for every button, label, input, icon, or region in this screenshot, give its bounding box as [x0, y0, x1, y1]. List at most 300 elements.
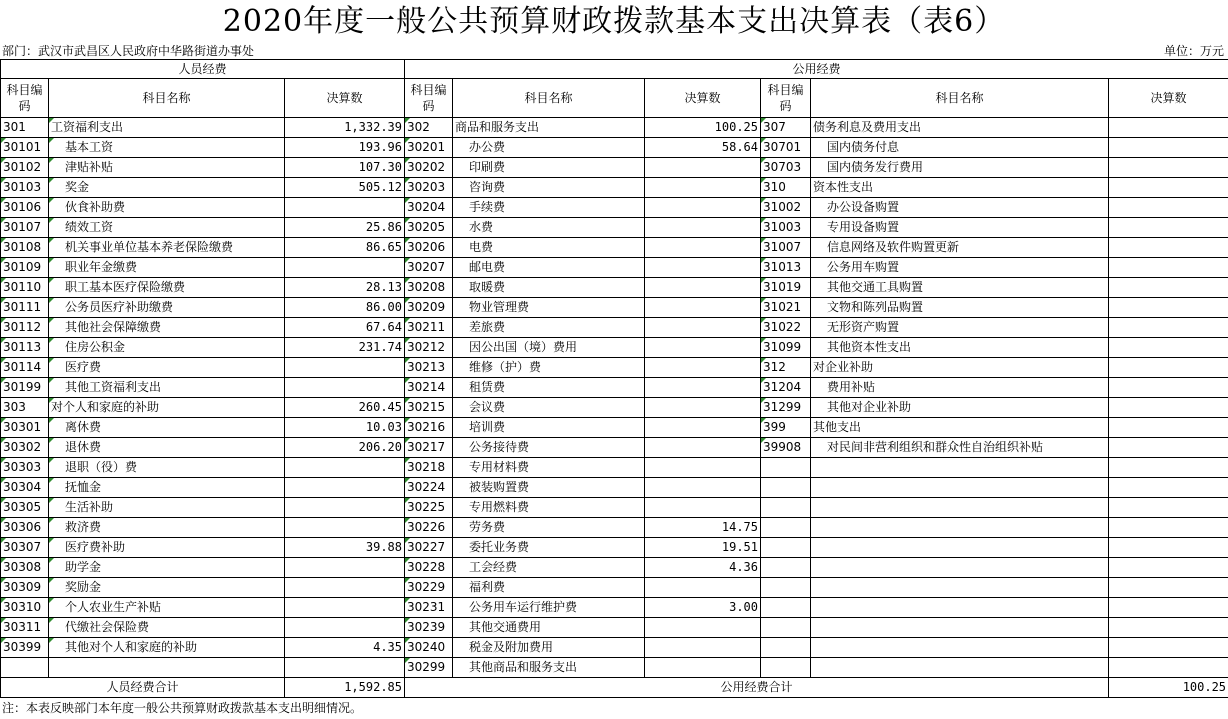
cell-amount — [1109, 218, 1228, 238]
cell-code: 30301 — [1, 418, 49, 438]
cell-amount: 19.51 — [645, 538, 761, 558]
cell-code: 30304 — [1, 478, 49, 498]
cell-name: 专用燃料费 — [453, 498, 645, 518]
cell-amount — [645, 398, 761, 418]
cell-code: 30231 — [405, 598, 453, 618]
cell-amount — [285, 378, 405, 398]
cell-name: 商品和服务支出 — [453, 118, 645, 138]
table-row — [1, 658, 1228, 678]
cell-name: 奖金 — [49, 178, 285, 198]
cell-amount — [1109, 558, 1228, 578]
cell-code — [761, 538, 811, 558]
cell-code: 30201 — [405, 138, 453, 158]
cell-code: 30703 — [761, 158, 811, 178]
cell-code: 30399 — [1, 638, 49, 658]
cell-amount — [1109, 138, 1228, 158]
table-row — [1, 558, 1228, 578]
cell-code: 399 — [761, 418, 811, 438]
cell-code: 312 — [761, 358, 811, 378]
cell-name: 其他社会保障缴费 — [49, 318, 285, 338]
cell-amount: 86.65 — [285, 238, 405, 258]
cell-name: 对个人和家庭的补助 — [49, 398, 285, 418]
cell-name: 水费 — [453, 218, 645, 238]
cell-name — [811, 578, 1109, 598]
cell-amount — [285, 498, 405, 518]
cell-code: 30207 — [405, 258, 453, 278]
cell-amount — [1109, 318, 1228, 338]
cell-name: 代缴社会保险费 — [49, 618, 285, 638]
cell-name: 公务用车购置 — [811, 258, 1109, 278]
cell-name: 公务用车运行维护费 — [453, 598, 645, 618]
cell-name: 公务接待费 — [453, 438, 645, 458]
cell-name: 培训费 — [453, 418, 645, 438]
cell-code: 30211 — [405, 318, 453, 338]
cell-code: 30202 — [405, 158, 453, 178]
cell-code: 301 — [1, 118, 49, 138]
col-header-name: 科目名称 — [49, 79, 285, 118]
cell-name: 租赁费 — [453, 378, 645, 398]
table-row — [1, 318, 1228, 338]
cell-code: 30224 — [405, 478, 453, 498]
cell-code: 30106 — [1, 198, 49, 218]
cell-amount — [645, 198, 761, 218]
cell-name — [811, 638, 1109, 658]
cell-name: 电费 — [453, 238, 645, 258]
col-header-amount: 决算数 — [285, 79, 405, 118]
cell-amount — [645, 358, 761, 378]
cell-code: 30107 — [1, 218, 49, 238]
cell-amount — [1109, 238, 1228, 258]
cell-code: 31007 — [761, 238, 811, 258]
cell-amount: 14.75 — [645, 518, 761, 538]
cell-amount: 58.64 — [645, 138, 761, 158]
cell-amount — [645, 418, 761, 438]
cell-amount — [285, 558, 405, 578]
cell-amount — [1109, 518, 1228, 538]
public-total-value: 100.25 — [1109, 678, 1228, 698]
cell-amount — [1109, 398, 1228, 418]
cell-name: 专用材料费 — [453, 458, 645, 478]
cell-name: 基本工资 — [49, 138, 285, 158]
cell-name: 其他对企业补助 — [811, 398, 1109, 418]
cell-name: 劳务费 — [453, 518, 645, 538]
cell-amount — [1109, 538, 1228, 558]
cell-code: 30218 — [405, 458, 453, 478]
cell-name: 救济费 — [49, 518, 285, 538]
cell-name: 委托业务费 — [453, 538, 645, 558]
cell-name — [811, 498, 1109, 518]
cell-amount — [645, 638, 761, 658]
table-row — [1, 478, 1228, 498]
cell-amount — [285, 258, 405, 278]
cell-amount — [645, 498, 761, 518]
cell-name: 手续费 — [453, 198, 645, 218]
cell-amount: 260.45 — [285, 398, 405, 418]
cell-name: 离休费 — [49, 418, 285, 438]
cell-name: 无形资产购置 — [811, 318, 1109, 338]
table-row — [1, 398, 1228, 418]
cell-code: 30213 — [405, 358, 453, 378]
cell-code: 30306 — [1, 518, 49, 538]
cell-name: 机关事业单位基本养老保险缴费 — [49, 238, 285, 258]
cell-amount — [645, 158, 761, 178]
table-row — [1, 418, 1228, 438]
cell-amount — [285, 578, 405, 598]
cell-amount — [1109, 358, 1228, 378]
cell-code: 30228 — [405, 558, 453, 578]
cell-amount: 67.64 — [285, 318, 405, 338]
cell-amount — [645, 478, 761, 498]
cell-name: 被装购置费 — [453, 478, 645, 498]
table-row — [1, 598, 1228, 618]
table-row — [1, 238, 1228, 258]
cell-code: 30311 — [1, 618, 49, 638]
cell-name: 税金及附加费用 — [453, 638, 645, 658]
cell-code: 30214 — [405, 378, 453, 398]
table-row — [1, 438, 1228, 458]
table-row — [1, 218, 1228, 238]
table-row — [1, 138, 1228, 158]
cell-amount — [1109, 178, 1228, 198]
cell-name: 退职（役）费 — [49, 458, 285, 478]
cell-code — [761, 598, 811, 618]
cell-code: 30308 — [1, 558, 49, 578]
cell-code: 30209 — [405, 298, 453, 318]
report-title: 2020年度一般公共预算财政拨款基本支出决算表（表6） — [222, 4, 1006, 39]
personnel-header: 人员经费 — [1, 60, 405, 79]
table-row — [1, 298, 1228, 318]
cell-amount — [645, 298, 761, 318]
cell-code: 30109 — [1, 258, 49, 278]
cell-code: 30203 — [405, 178, 453, 198]
cell-code: 31021 — [761, 298, 811, 318]
cell-amount — [1109, 618, 1228, 638]
cell-name: 工资福利支出 — [49, 118, 285, 138]
cell-code: 30101 — [1, 138, 49, 158]
cell-name — [811, 538, 1109, 558]
cell-code: 31019 — [761, 278, 811, 298]
cell-amount — [1109, 498, 1228, 518]
cell-code: 30305 — [1, 498, 49, 518]
cell-code: 30205 — [405, 218, 453, 238]
cell-amount — [645, 278, 761, 298]
cell-amount: 39.88 — [285, 538, 405, 558]
table-row — [1, 638, 1228, 658]
cell-code: 30239 — [405, 618, 453, 638]
cell-amount — [645, 578, 761, 598]
cell-amount: 3.00 — [645, 598, 761, 618]
table-row — [1, 618, 1228, 638]
cell-amount — [1109, 298, 1228, 318]
cell-name: 抚恤金 — [49, 478, 285, 498]
cell-code — [761, 658, 811, 678]
cell-name — [811, 558, 1109, 578]
expenditure-table — [0, 59, 1228, 698]
cell-code: 30303 — [1, 458, 49, 478]
cell-code: 30108 — [1, 238, 49, 258]
cell-code: 30212 — [405, 338, 453, 358]
cell-amount — [1109, 378, 1228, 398]
cell-name: 其他商品和服务支出 — [453, 658, 645, 678]
table-row — [1, 198, 1228, 218]
col-header-name: 科目名称 — [811, 79, 1109, 118]
cell-name: 住房公积金 — [49, 338, 285, 358]
col-header-code: 科目编码 — [1, 79, 49, 118]
cell-code — [761, 618, 811, 638]
cell-code: 31204 — [761, 378, 811, 398]
cell-code: 30240 — [405, 638, 453, 658]
cell-name: 生活补助 — [49, 498, 285, 518]
cell-name: 邮电费 — [453, 258, 645, 278]
cell-name: 咨询费 — [453, 178, 645, 198]
cell-amount — [1109, 258, 1228, 278]
cell-name: 印刷费 — [453, 158, 645, 178]
cell-amount — [1109, 278, 1228, 298]
cell-amount: 231.74 — [285, 338, 405, 358]
cell-name: 取暖费 — [453, 278, 645, 298]
cell-code: 30302 — [1, 438, 49, 458]
cell-amount: 1,332.39 — [285, 118, 405, 138]
cell-code: 303 — [1, 398, 49, 418]
cell-name: 物业管理费 — [453, 298, 645, 318]
cell-code: 31003 — [761, 218, 811, 238]
cell-name: 助学金 — [49, 558, 285, 578]
cell-amount — [1109, 198, 1228, 218]
cell-code — [761, 558, 811, 578]
cell-amount — [1109, 338, 1228, 358]
cell-code: 30225 — [405, 498, 453, 518]
cell-name: 因公出国（境）费用 — [453, 338, 645, 358]
department-label: 部门：武汉市武昌区人民政府中华路街道办事处 — [2, 44, 255, 58]
table-row — [1, 578, 1228, 598]
cell-code: 310 — [761, 178, 811, 198]
cell-code — [761, 578, 811, 598]
public-total-label: 公用经费合计 — [405, 678, 1109, 698]
cell-amount — [645, 438, 761, 458]
cell-amount — [645, 378, 761, 398]
cell-amount — [1109, 118, 1228, 138]
cell-name: 其他工资福利支出 — [49, 378, 285, 398]
cell-code — [761, 458, 811, 478]
cell-name: 职工基本医疗保险缴费 — [49, 278, 285, 298]
cell-code: 31099 — [761, 338, 811, 358]
table-row — [1, 378, 1228, 398]
cell-amount — [285, 518, 405, 538]
cell-name: 工会经费 — [453, 558, 645, 578]
cell-name: 费用补贴 — [811, 378, 1109, 398]
cell-amount — [1109, 418, 1228, 438]
cell-name: 伙食补助费 — [49, 198, 285, 218]
cell-code: 30112 — [1, 318, 49, 338]
cell-amount — [645, 618, 761, 638]
table-row — [1, 118, 1228, 138]
cell-code: 30227 — [405, 538, 453, 558]
cell-amount: 206.20 — [285, 438, 405, 458]
cell-code: 30103 — [1, 178, 49, 198]
cell-amount: 25.86 — [285, 218, 405, 238]
cell-amount: 4.36 — [645, 558, 761, 578]
col-header-amount: 决算数 — [645, 79, 761, 118]
cell-name: 信息网络及软件购置更新 — [811, 238, 1109, 258]
table-row — [1, 278, 1228, 298]
cell-amount — [285, 198, 405, 218]
cell-name: 对企业补助 — [811, 358, 1109, 378]
cell-amount: 100.25 — [645, 118, 761, 138]
table-row — [1, 498, 1228, 518]
cell-amount — [285, 358, 405, 378]
table-row — [1, 518, 1228, 538]
footnote: 注：本表反映部门本年度一般公共预算财政拨款基本支出明细情况。 — [2, 701, 363, 715]
cell-code: 30114 — [1, 358, 49, 378]
cell-amount — [1109, 598, 1228, 618]
cell-name: 差旅费 — [453, 318, 645, 338]
cell-code: 30701 — [761, 138, 811, 158]
cell-name — [811, 518, 1109, 538]
cell-name: 公务员医疗补助缴费 — [49, 298, 285, 318]
cell-name: 国内债务发行费用 — [811, 158, 1109, 178]
cell-name — [811, 598, 1109, 618]
table-row — [1, 458, 1228, 478]
cell-amount — [645, 238, 761, 258]
cell-code: 30206 — [405, 238, 453, 258]
cell-amount: 193.96 — [285, 138, 405, 158]
cell-amount — [285, 598, 405, 618]
cell-name: 福利费 — [453, 578, 645, 598]
cell-name: 医疗费 — [49, 358, 285, 378]
cell-name: 绩效工资 — [49, 218, 285, 238]
cell-code — [761, 518, 811, 538]
cell-amount — [645, 178, 761, 198]
cell-amount — [645, 338, 761, 358]
cell-code: 31013 — [761, 258, 811, 278]
cell-code — [761, 478, 811, 498]
cell-name: 个人农业生产补贴 — [49, 598, 285, 618]
cell-code — [761, 638, 811, 658]
cell-amount: 86.00 — [285, 298, 405, 318]
cell-code: 307 — [761, 118, 811, 138]
cell-name — [811, 478, 1109, 498]
table-row — [1, 258, 1228, 278]
cell-amount — [1109, 478, 1228, 498]
cell-name — [811, 658, 1109, 678]
cell-code: 30217 — [405, 438, 453, 458]
cell-code: 30309 — [1, 578, 49, 598]
cell-code: 30113 — [1, 338, 49, 358]
cell-code: 31022 — [761, 318, 811, 338]
cell-amount — [1109, 458, 1228, 478]
cell-amount — [1109, 578, 1228, 598]
cell-code: 302 — [405, 118, 453, 138]
cell-code: 30204 — [405, 198, 453, 218]
cell-name: 奖励金 — [49, 578, 285, 598]
cell-name: 办公设备购置 — [811, 198, 1109, 218]
cell-name: 专用设备购置 — [811, 218, 1109, 238]
cell-name: 津贴补贴 — [49, 158, 285, 178]
cell-amount — [645, 258, 761, 278]
cell-name: 会议费 — [453, 398, 645, 418]
cell-code: 30226 — [405, 518, 453, 538]
cell-code: 30102 — [1, 158, 49, 178]
table-row — [1, 158, 1228, 178]
cell-name: 维修（护）费 — [453, 358, 645, 378]
cell-name: 文物和陈列品购置 — [811, 298, 1109, 318]
cell-name: 国内债务付息 — [811, 138, 1109, 158]
cell-code: 30310 — [1, 598, 49, 618]
cell-name — [49, 658, 285, 678]
cell-code — [761, 498, 811, 518]
cell-name: 退休费 — [49, 438, 285, 458]
cell-name: 医疗费补助 — [49, 538, 285, 558]
cell-name: 其他支出 — [811, 418, 1109, 438]
cell-amount — [285, 478, 405, 498]
cell-amount — [285, 458, 405, 478]
cell-code: 31299 — [761, 398, 811, 418]
public-header: 公用经费 — [405, 60, 1228, 79]
cell-name: 对民间非营利组织和群众性自治组织补贴 — [811, 438, 1109, 458]
table-row — [1, 358, 1228, 378]
cell-code: 39908 — [761, 438, 811, 458]
cell-code: 30208 — [405, 278, 453, 298]
cell-code: 30299 — [405, 658, 453, 678]
cell-code: 31002 — [761, 198, 811, 218]
cell-code: 30216 — [405, 418, 453, 438]
cell-amount — [1109, 638, 1228, 658]
cell-code: 30199 — [1, 378, 49, 398]
cell-name: 其他交通费用 — [453, 618, 645, 638]
cell-amount — [645, 318, 761, 338]
cell-name: 职业年金缴费 — [49, 258, 285, 278]
cell-amount: 10.03 — [285, 418, 405, 438]
col-header-amount: 决算数 — [1109, 79, 1228, 118]
cell-name: 资本性支出 — [811, 178, 1109, 198]
cell-code: 30111 — [1, 298, 49, 318]
cell-amount: 28.13 — [285, 278, 405, 298]
col-header-name: 科目名称 — [453, 79, 645, 118]
cell-name — [811, 458, 1109, 478]
cell-name — [811, 618, 1109, 638]
cell-amount: 107.30 — [285, 158, 405, 178]
cell-amount — [285, 618, 405, 638]
cell-code — [1, 658, 49, 678]
cell-amount — [1109, 158, 1228, 178]
table-row — [1, 338, 1228, 358]
cell-amount — [1109, 658, 1228, 678]
table-body — [1, 118, 1228, 678]
cell-code: 30110 — [1, 278, 49, 298]
cell-name: 债务利息及费用支出 — [811, 118, 1109, 138]
personnel-total-label: 人员经费合计 — [1, 678, 285, 698]
cell-code: 30307 — [1, 538, 49, 558]
col-header-code: 科目编码 — [405, 79, 453, 118]
table-row — [1, 538, 1228, 558]
personnel-total-value: 1,592.85 — [285, 678, 405, 698]
table-row — [1, 178, 1228, 198]
cell-code: 30215 — [405, 398, 453, 418]
cell-amount: 505.12 — [285, 178, 405, 198]
cell-amount — [645, 218, 761, 238]
cell-amount: 4.35 — [285, 638, 405, 658]
cell-name: 其他资本性支出 — [811, 338, 1109, 358]
cell-name: 其他对个人和家庭的补助 — [49, 638, 285, 658]
cell-amount — [645, 658, 761, 678]
unit-label: 单位：万元 — [1163, 44, 1224, 58]
cell-name: 其他交通工具购置 — [811, 278, 1109, 298]
col-header-code: 科目编码 — [761, 79, 811, 118]
cell-amount — [1109, 438, 1228, 458]
cell-name: 办公费 — [453, 138, 645, 158]
cell-amount — [645, 458, 761, 478]
cell-amount — [285, 658, 405, 678]
